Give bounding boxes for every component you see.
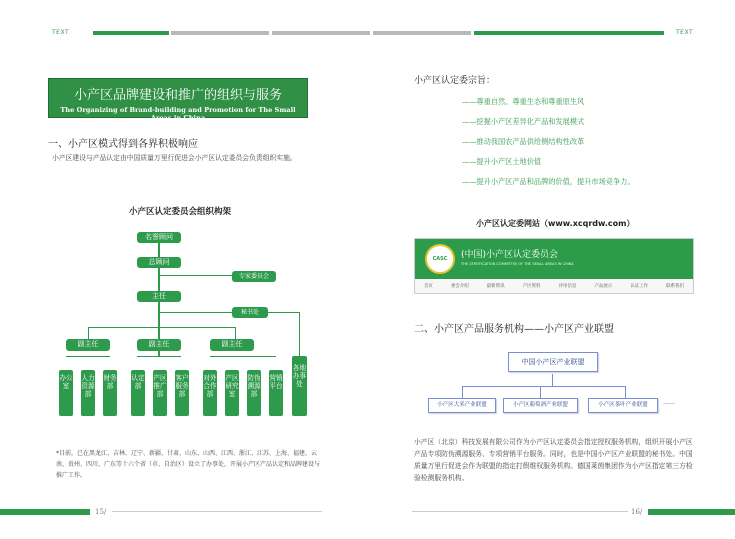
- alliance-line-c1: [462, 386, 463, 398]
- footer-bar-left: [0, 509, 90, 515]
- org-dept-research: 产区研究室: [225, 370, 239, 416]
- header-tag-right: TEXT: [676, 29, 694, 36]
- website-nav-products[interactable]: 产品展示: [594, 284, 613, 289]
- org-vice-chair-3: 副主任: [210, 339, 254, 351]
- alliance-more: ……: [663, 399, 675, 406]
- chapter-title-banner: [48, 78, 308, 122]
- org-line-g1-h: [66, 356, 110, 357]
- footnote: *目前，已在黑龙江、吉林、辽宁、新疆、甘肃、山东、山西、江西、浙江、江苏、上海、福建、云南、贵州、四川、广东等十六个省（市、自治区）设立了办事处，开展小产区产品认定和品牌建设与推广工作。: [56, 450, 321, 479]
- alliance-child-wine: 小产区葡萄酒产业联盟: [503, 398, 578, 413]
- org-dept-marketing: 营销平台: [269, 370, 283, 416]
- org-dept-hr: 人力资源部: [81, 370, 95, 416]
- alliance-child-tea: 小产区茶叶产业联盟: [588, 398, 658, 413]
- org-line-g2-h: [137, 356, 181, 357]
- website-nav-contact[interactable]: 联系我们: [666, 284, 685, 289]
- org-line-vice1: [88, 327, 89, 339]
- header-bar-green-left: [93, 31, 169, 35]
- website-nav-certification[interactable]: 认证工作: [630, 284, 649, 289]
- org-line-secretariat: [160, 312, 232, 313]
- tenets-list: [462, 97, 635, 197]
- alliance-line-c2: [540, 386, 541, 398]
- tenet-item-1: ——尊重自然、尊重生态和尊重原生风: [462, 97, 585, 106]
- org-dept-office: 办公室: [59, 370, 73, 416]
- page-number-right: 16/: [631, 508, 643, 516]
- website-name-en: THE CERTIFICATION COMMITTEE OF THE SMALL AREAS IN CHINA: [461, 262, 574, 266]
- header-bar-grey-2: [272, 31, 370, 35]
- org-dept-customer: 客户服务部: [175, 370, 189, 416]
- website-header: [415, 239, 693, 279]
- org-dept-promotion: 产区推广部: [153, 370, 167, 416]
- header-bar-grey-3: [373, 31, 471, 35]
- chapter-title-cn: 小产区品牌建设和推广的组织与服务: [73, 88, 282, 103]
- section2-title: 二、小产区产品服务机构——小产区产业联盟: [414, 324, 614, 335]
- alliance-line-c3: [625, 386, 626, 398]
- org-line-local-drop: [299, 312, 300, 356]
- section2-body: 小产区（北京）科技发展有限公司作为小产区认定委员会指定授权服务机构，组织开展小产区产品专项防伪溯源服务、专项营销平台服务。同时，也是中国小产区产业联盟的秘书处。中国质量万里行促进会作为联盟的指定打假维权服务机构。德国莱茵集团作为小产区指定第三方检验检测服务机构。: [414, 438, 693, 482]
- alliance-line-root: [552, 374, 553, 386]
- website-nav-about[interactable]: 委会介绍: [450, 284, 469, 289]
- header-tag-left: TEXT: [52, 29, 70, 36]
- footer-rule-right: [412, 511, 628, 512]
- website-title: 小产区认定委网站（www.xcqrdw.com）: [476, 219, 635, 228]
- org-honorary: 名誉顾问: [137, 232, 181, 243]
- alliance-child-rice: 小产区大米产业联盟: [428, 398, 496, 413]
- org-dept-finance: 财务部: [103, 370, 117, 416]
- org-vice-chair-2: 副主任: [137, 339, 181, 351]
- org-dept-certification: 认定部: [131, 370, 145, 416]
- tenet-item-2: ——挖掘小产区差异化产品和发展模式: [462, 117, 585, 126]
- org-expert-committee: 专家委员会: [232, 271, 276, 282]
- section1-body: 小产区建设与产品认定由中国质量万里行促进会小产区认定委员会负责组织实施。: [52, 154, 297, 162]
- org-vice-chair-1: 副主任: [66, 339, 110, 351]
- org-line-vice3: [235, 327, 236, 339]
- alliance-root: 中国小产区产业联盟: [508, 352, 598, 372]
- tenets-title: 小产区认定委宗旨：: [414, 76, 496, 86]
- org-line-vice-h: [88, 327, 236, 328]
- website-nav-review[interactable]: 评审信息: [558, 284, 577, 289]
- org-dept-traceability: 防伪溯源部: [247, 370, 261, 416]
- header-bar-grey-1: [171, 31, 269, 35]
- footer-rule-left: [112, 511, 322, 512]
- tenet-item-3: ——推动我国农产品供给侧结构性改革: [462, 137, 585, 146]
- tenet-item-4: ——提升小产区土地价值: [462, 157, 542, 166]
- page-number-left: 15/: [95, 508, 107, 516]
- section1-title: 一、小产区模式得到各界积极响应: [48, 139, 198, 150]
- org-dept-cooperation: 对外合作部: [203, 370, 217, 416]
- header-bar-green-right: [474, 31, 664, 35]
- org-chair: 主任: [137, 291, 181, 302]
- website-nav-areas[interactable]: 产区资料: [522, 284, 541, 289]
- chapter-title-en: The Organizing of Brand-building and Promotion for The Small Areas in China: [60, 106, 296, 122]
- footer-bar-right: [648, 509, 735, 515]
- org-local-offices: 各地办事处: [292, 356, 307, 416]
- org-chart-title: 小产区认定委员会组织构架: [129, 207, 232, 217]
- website-logo-text: CASC: [432, 256, 448, 262]
- website-nav-home[interactable]: 首页: [423, 284, 433, 289]
- org-line-to-local: [268, 312, 300, 313]
- website-logo: [425, 244, 455, 274]
- website-name-cn: (中国)小产区认定委员会: [461, 250, 559, 260]
- tenet-item-5: ——提升小产区产品和品牌的价值，提升市场竞争力。: [462, 177, 635, 186]
- org-line-expert: [160, 275, 232, 276]
- alliance-line-h: [462, 386, 626, 387]
- org-secretariat: 秘书处: [232, 307, 268, 318]
- website-screenshot: [414, 238, 694, 294]
- website-nav-news[interactable]: 最新资讯: [486, 284, 505, 289]
- org-line-g3-h: [210, 356, 276, 357]
- org-chief-advisor: 总顾问: [137, 257, 181, 268]
- website-nav: [415, 279, 693, 293]
